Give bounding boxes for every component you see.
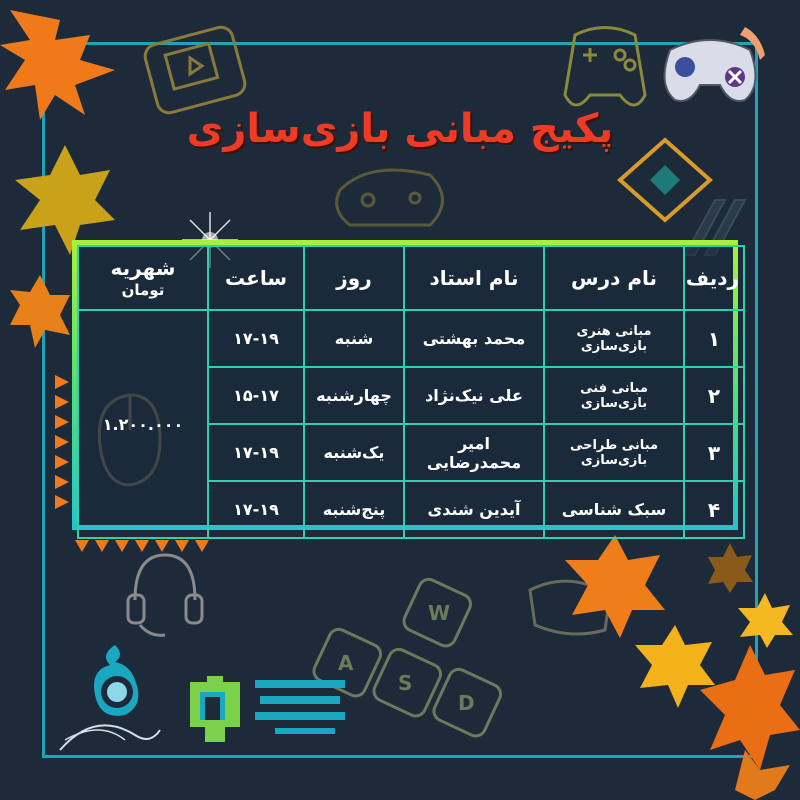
- row-number: ۳: [684, 424, 744, 481]
- time-cell: ۱۷-۱۹: [208, 481, 304, 538]
- svg-text:S: S: [398, 671, 413, 695]
- teacher-name: آیدین شندی: [404, 481, 544, 538]
- header-lesson: نام درس: [544, 246, 684, 310]
- header-teacher: نام استاد: [404, 246, 544, 310]
- day-cell: چهارشنبه: [304, 367, 404, 424]
- time-cell: ۱۷-۱۹: [208, 424, 304, 481]
- table-row: [78, 310, 744, 367]
- row-number: ۱: [684, 310, 744, 367]
- institute-logo: [185, 672, 355, 747]
- header-fee: [78, 246, 208, 310]
- yellow-leaf-bottom-icon: [735, 590, 795, 650]
- day-cell: پنج‌شنبه: [304, 481, 404, 538]
- svg-text:W: W: [428, 601, 451, 625]
- teacher-name: امیر محمدرضایی: [404, 424, 544, 481]
- lesson-name: مبانی هنری بازی‌سازی: [544, 310, 684, 367]
- gamepad-outline-left-icon: [330, 150, 460, 240]
- day-cell: شنبه: [304, 310, 404, 367]
- teacher-name: محمد بهشتی: [404, 310, 544, 367]
- handheld-console-icon: [140, 20, 260, 120]
- schedule-table: [72, 240, 738, 530]
- row-number: ۴: [684, 481, 744, 538]
- headphones-outline-icon: [120, 545, 210, 640]
- header-row-number: ردیف: [684, 246, 744, 310]
- lesson-name: مبانی طراحی بازی‌سازی: [544, 424, 684, 481]
- page-title: پکیج مبانی بازی‌سازی: [186, 106, 614, 152]
- time-cell: ۱۷-۱۹: [208, 310, 304, 367]
- teacher-name: علی نیک‌نژاد: [404, 367, 544, 424]
- table-header-row: [78, 246, 744, 310]
- lesson-name: مبانی فنی بازی‌سازی: [544, 367, 684, 424]
- lesson-name: سبک شناسی: [544, 481, 684, 538]
- header-fee-label: شهریه: [110, 256, 176, 281]
- header-fee-unit: تومان: [121, 281, 165, 300]
- row-number: ۲: [684, 367, 744, 424]
- fee-value: ۱.۲۰۰.۰۰۰: [78, 310, 208, 538]
- foundation-logo: [55, 640, 165, 760]
- header-day: روز: [304, 246, 404, 310]
- svg-text:D: D: [458, 691, 475, 715]
- orange-leaf-corner-icon: [695, 640, 800, 800]
- brown-leaf-icon: [705, 540, 755, 595]
- gamepad-color-icon: [655, 25, 765, 115]
- day-cell: یک‌شنبه: [304, 424, 404, 481]
- svg-text:A: A: [338, 651, 354, 675]
- time-cell: ۱۵-۱۷: [208, 367, 304, 424]
- triangle-row-bottom-icon: [75, 540, 225, 556]
- orange-leaf-small-icon: [5, 270, 75, 350]
- header-time: ساعت: [208, 246, 304, 310]
